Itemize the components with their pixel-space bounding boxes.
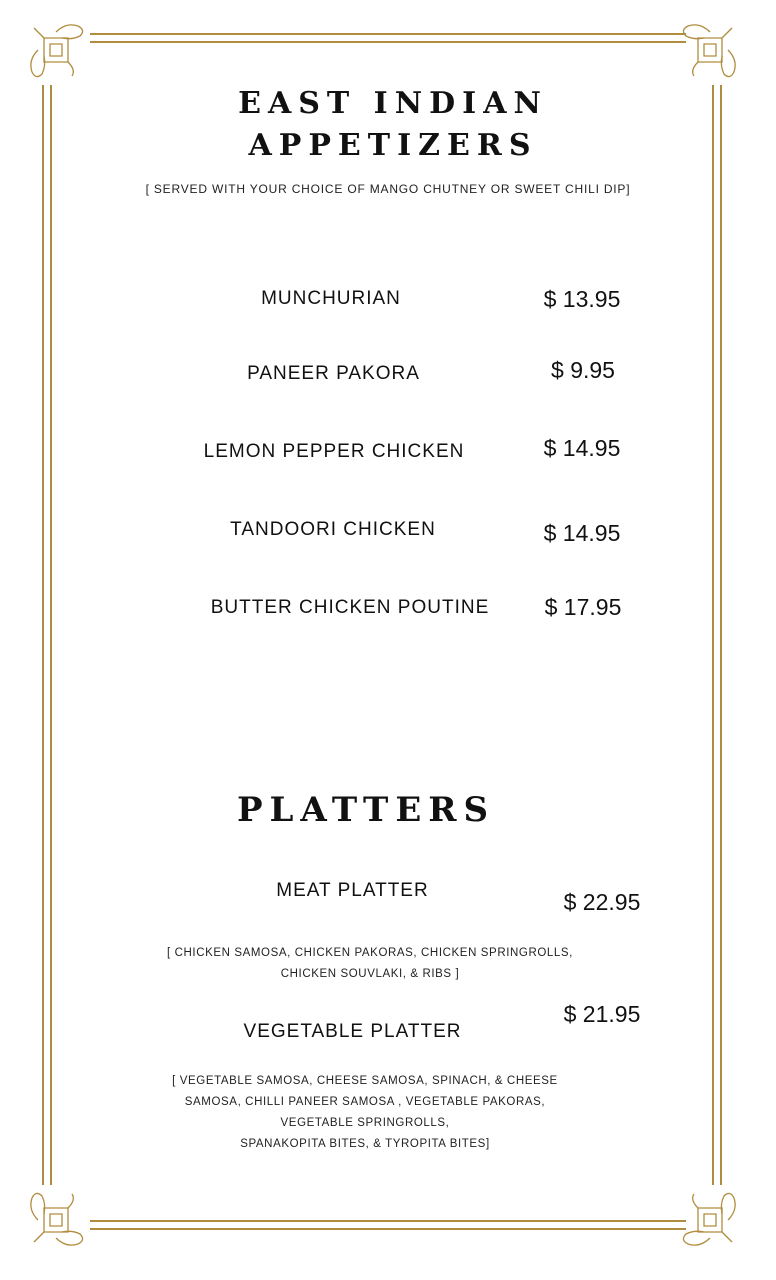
- description-line: SPANAKOPITA BITES, & TYROPITA BITES]: [240, 1138, 490, 1150]
- description-line: VEGETABLE SPRINGROLLS,: [280, 1117, 450, 1129]
- corner-ornament-bottom-right-icon: [680, 1190, 740, 1250]
- description-line: [ CHICKEN SAMOSA, CHICKEN PAKORAS, CHICKEN SPRINGROLLS,: [167, 947, 573, 959]
- frame-top-inner: [90, 41, 686, 43]
- appetizers-subtitle: [ SERVED WITH YOUR CHOICE OF MANGO CHUTNEY OR SWEET CHILI DIP]: [145, 182, 631, 196]
- frame-right-outer: [720, 85, 722, 1185]
- frame-bottom-inner: [90, 1220, 686, 1222]
- platter-description: [110, 1071, 620, 1155]
- menu-item-price: $ 17.95: [544, 594, 622, 620]
- platter-name: MEAT PLATTER: [276, 880, 429, 901]
- description-line: SAMOSA, CHILLI PANEER SAMOSA , VEGETABLE PAKORAS,: [184, 1096, 546, 1108]
- platter-price: $ 21.95: [563, 1001, 641, 1027]
- menu-item-name: BUTTER CHICKEN POUTINE: [210, 597, 490, 618]
- frame-bottom-outer: [90, 1228, 686, 1230]
- platters-title: PLATTERS: [236, 790, 496, 830]
- menu-item-price: $ 14.95: [543, 435, 621, 461]
- platter-price: $ 22.95: [563, 889, 641, 915]
- frame-left-inner: [50, 85, 52, 1185]
- frame-right-inner: [712, 85, 714, 1185]
- frame-left-outer: [42, 85, 44, 1185]
- frame-top-outer: [90, 33, 686, 35]
- menu-item-price: $ 13.95: [543, 286, 621, 312]
- menu-item-name: TANDOORI CHICKEN: [230, 519, 436, 540]
- description-line: [ VEGETABLE SAMOSA, CHEESE SAMOSA, SPINACH, & CHEESE: [172, 1075, 558, 1087]
- corner-ornament-top-left-icon: [26, 20, 86, 80]
- platter-name: VEGETABLE PLATTER: [243, 1021, 462, 1042]
- menu-item-name: LEMON PEPPER CHICKEN: [203, 441, 465, 462]
- menu-item-name: MUNCHURIAN: [261, 288, 401, 309]
- menu-item-price: $ 9.95: [551, 357, 615, 383]
- corner-ornament-top-right-icon: [680, 20, 740, 80]
- appetizers-title-line1: EAST INDIAN: [238, 86, 548, 121]
- appetizers-title-line2: APPETIZERS: [248, 128, 538, 163]
- description-line: CHICKEN SOUVLAKI, & RIBS ]: [280, 968, 460, 980]
- menu-item-name: PANEER PAKORA: [247, 363, 420, 384]
- platter-description: [120, 943, 620, 985]
- corner-ornament-bottom-left-icon: [26, 1190, 86, 1250]
- menu-item-price: $ 14.95: [543, 520, 621, 546]
